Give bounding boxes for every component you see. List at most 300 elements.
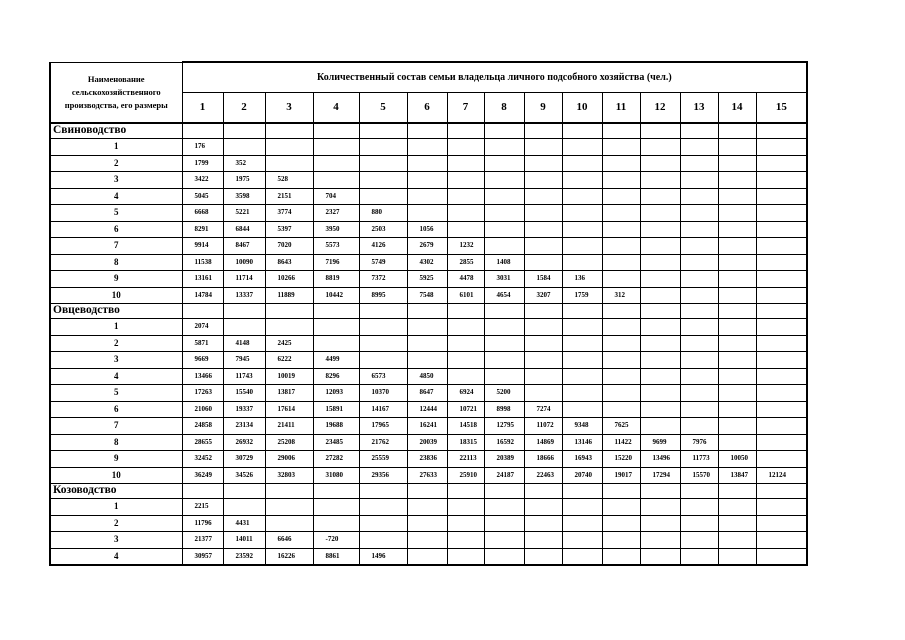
- value-cell: 19337: [223, 401, 265, 418]
- value-cell: 176: [182, 139, 223, 156]
- empty-cell: [562, 532, 602, 549]
- value-cell: 880: [359, 205, 407, 222]
- empty-cell: [484, 123, 524, 139]
- empty-cell: [602, 484, 640, 499]
- empty-cell: [718, 155, 756, 172]
- empty-cell: [718, 352, 756, 369]
- value-cell: 2425: [265, 335, 313, 352]
- empty-cell: [359, 484, 407, 499]
- empty-cell: [640, 172, 680, 189]
- empty-cell: [524, 352, 562, 369]
- empty-cell: [359, 123, 407, 139]
- empty-cell: [756, 319, 807, 336]
- size-cell: 9: [50, 271, 182, 288]
- value-cell: 7976: [680, 434, 718, 451]
- value-cell: 14784: [182, 287, 223, 304]
- value-cell: 1408: [484, 254, 524, 271]
- empty-cell: [680, 499, 718, 516]
- empty-cell: [407, 205, 447, 222]
- value-cell: 6222: [265, 352, 313, 369]
- value-cell: 8467: [223, 238, 265, 255]
- empty-cell: [756, 205, 807, 222]
- empty-cell: [602, 548, 640, 565]
- value-cell: 5221: [223, 205, 265, 222]
- value-cell: 23592: [223, 548, 265, 565]
- empty-cell: [640, 155, 680, 172]
- value-cell: 8998: [484, 401, 524, 418]
- empty-cell: [602, 238, 640, 255]
- empty-cell: [447, 304, 484, 319]
- value-cell: 528: [265, 172, 313, 189]
- empty-cell: [524, 139, 562, 156]
- empty-cell: [447, 548, 484, 565]
- value-cell: 26932: [223, 434, 265, 451]
- empty-cell: [680, 287, 718, 304]
- table-row: [50, 221, 807, 238]
- empty-cell: [718, 254, 756, 271]
- size-cell: 2: [50, 155, 182, 172]
- value-cell: 22113: [447, 451, 484, 468]
- empty-cell: [756, 188, 807, 205]
- empty-cell: [524, 155, 562, 172]
- empty-cell: [407, 515, 447, 532]
- empty-cell: [562, 221, 602, 238]
- empty-cell: [265, 319, 313, 336]
- empty-cell: [265, 515, 313, 532]
- value-cell: 15220: [602, 451, 640, 468]
- value-cell: 24858: [182, 418, 223, 435]
- empty-cell: [680, 352, 718, 369]
- empty-cell: [602, 155, 640, 172]
- empty-cell: [407, 499, 447, 516]
- empty-cell: [640, 205, 680, 222]
- empty-cell: [447, 172, 484, 189]
- value-cell: 4499: [313, 352, 359, 369]
- value-cell: 9669: [182, 352, 223, 369]
- empty-cell: [680, 172, 718, 189]
- size-cell: 6: [50, 401, 182, 418]
- empty-cell: [756, 304, 807, 319]
- empty-cell: [407, 319, 447, 336]
- empty-cell: [313, 335, 359, 352]
- empty-cell: [680, 368, 718, 385]
- empty-cell: [718, 221, 756, 238]
- empty-cell: [313, 304, 359, 319]
- value-cell: 27282: [313, 451, 359, 468]
- empty-cell: [756, 287, 807, 304]
- value-cell: 21377: [182, 532, 223, 549]
- empty-cell: [562, 155, 602, 172]
- empty-cell: [447, 532, 484, 549]
- empty-cell: [680, 515, 718, 532]
- row-header-title: Наименование сельскохозяйственного производства, его размеры: [50, 62, 182, 123]
- table-row: [50, 188, 807, 205]
- value-cell: 2151: [265, 188, 313, 205]
- empty-cell: [484, 155, 524, 172]
- value-cell: 12093: [313, 385, 359, 402]
- column-number-2: 2: [223, 93, 265, 124]
- section-row: [50, 484, 807, 499]
- empty-cell: [313, 172, 359, 189]
- value-cell: 32803: [265, 467, 313, 484]
- empty-cell: [562, 123, 602, 139]
- empty-cell: [447, 499, 484, 516]
- empty-cell: [447, 139, 484, 156]
- empty-cell: [407, 335, 447, 352]
- empty-cell: [359, 515, 407, 532]
- value-cell: 5045: [182, 188, 223, 205]
- value-cell: 4850: [407, 368, 447, 385]
- empty-cell: [602, 304, 640, 319]
- value-cell: 15570: [680, 467, 718, 484]
- size-cell: 5: [50, 205, 182, 222]
- empty-cell: [484, 368, 524, 385]
- empty-cell: [484, 221, 524, 238]
- table-row: [50, 467, 807, 484]
- empty-cell: [640, 515, 680, 532]
- empty-cell: [524, 532, 562, 549]
- empty-cell: [756, 548, 807, 565]
- empty-cell: [223, 319, 265, 336]
- empty-cell: [640, 188, 680, 205]
- empty-cell: [640, 532, 680, 549]
- table-row: [50, 548, 807, 565]
- empty-cell: [407, 352, 447, 369]
- table-row: [50, 352, 807, 369]
- empty-cell: [407, 172, 447, 189]
- empty-cell: [680, 221, 718, 238]
- empty-cell: [447, 368, 484, 385]
- empty-cell: [524, 123, 562, 139]
- value-cell: 1232: [447, 238, 484, 255]
- empty-cell: [407, 548, 447, 565]
- empty-cell: [484, 139, 524, 156]
- empty-cell: [359, 532, 407, 549]
- empty-cell: [640, 352, 680, 369]
- value-cell: 21060: [182, 401, 223, 418]
- empty-cell: [718, 188, 756, 205]
- empty-cell: [756, 238, 807, 255]
- value-cell: 136: [562, 271, 602, 288]
- empty-cell: [602, 352, 640, 369]
- value-cell: 7372: [359, 271, 407, 288]
- empty-cell: [484, 335, 524, 352]
- value-cell: 32452: [182, 451, 223, 468]
- empty-cell: [640, 418, 680, 435]
- empty-cell: [484, 304, 524, 319]
- empty-cell: [680, 304, 718, 319]
- value-cell: 9348: [562, 418, 602, 435]
- value-cell: 1056: [407, 221, 447, 238]
- empty-cell: [640, 271, 680, 288]
- value-cell: 25910: [447, 467, 484, 484]
- section-title: Овцеводство: [50, 304, 182, 319]
- value-cell: 23134: [223, 418, 265, 435]
- empty-cell: [524, 335, 562, 352]
- empty-cell: [756, 271, 807, 288]
- column-number-11: 11: [602, 93, 640, 124]
- table-row: [50, 238, 807, 255]
- value-cell: 25559: [359, 451, 407, 468]
- empty-cell: [407, 123, 447, 139]
- empty-cell: [313, 139, 359, 156]
- empty-cell: [640, 238, 680, 255]
- empty-cell: [756, 385, 807, 402]
- empty-cell: [602, 254, 640, 271]
- empty-cell: [524, 188, 562, 205]
- value-cell: 12795: [484, 418, 524, 435]
- empty-cell: [182, 484, 223, 499]
- size-cell: 7: [50, 418, 182, 435]
- empty-cell: [602, 172, 640, 189]
- value-cell: 7625: [602, 418, 640, 435]
- empty-cell: [562, 205, 602, 222]
- value-cell: 30957: [182, 548, 223, 565]
- empty-cell: [718, 515, 756, 532]
- empty-cell: [756, 418, 807, 435]
- empty-cell: [359, 188, 407, 205]
- value-cell: 8643: [265, 254, 313, 271]
- value-cell: 5573: [313, 238, 359, 255]
- value-cell: 5200: [484, 385, 524, 402]
- value-cell: 23836: [407, 451, 447, 468]
- value-cell: 4302: [407, 254, 447, 271]
- empty-cell: [756, 532, 807, 549]
- empty-cell: [718, 335, 756, 352]
- empty-cell: [680, 401, 718, 418]
- value-cell: 13847: [718, 467, 756, 484]
- column-number-3: 3: [265, 93, 313, 124]
- empty-cell: [680, 123, 718, 139]
- value-cell: 29356: [359, 467, 407, 484]
- value-cell: 18315: [447, 434, 484, 451]
- size-cell: 3: [50, 352, 182, 369]
- empty-cell: [718, 271, 756, 288]
- empty-cell: [562, 499, 602, 516]
- value-cell: 8291: [182, 221, 223, 238]
- value-cell: 12124: [756, 467, 807, 484]
- table-row: [50, 287, 807, 304]
- empty-cell: [680, 418, 718, 435]
- empty-cell: [756, 368, 807, 385]
- value-cell: 11422: [602, 434, 640, 451]
- value-cell: 1496: [359, 548, 407, 565]
- empty-cell: [562, 304, 602, 319]
- value-cell: 8861: [313, 548, 359, 565]
- empty-cell: [602, 205, 640, 222]
- value-cell: 20039: [407, 434, 447, 451]
- size-cell: 8: [50, 434, 182, 451]
- value-cell: 1799: [182, 155, 223, 172]
- value-cell: 16592: [484, 434, 524, 451]
- value-cell: 11538: [182, 254, 223, 271]
- value-cell: 14518: [447, 418, 484, 435]
- empty-cell: [359, 172, 407, 189]
- value-cell: 25208: [265, 434, 313, 451]
- value-cell: 10370: [359, 385, 407, 402]
- value-cell: 7020: [265, 238, 313, 255]
- empty-cell: [447, 221, 484, 238]
- value-cell: 2855: [447, 254, 484, 271]
- empty-cell: [524, 368, 562, 385]
- empty-cell: [524, 515, 562, 532]
- empty-cell: [265, 139, 313, 156]
- table-row: [50, 172, 807, 189]
- empty-cell: [562, 172, 602, 189]
- value-cell: 6646: [265, 532, 313, 549]
- table-row: [50, 418, 807, 435]
- value-cell: 17614: [265, 401, 313, 418]
- empty-cell: [313, 484, 359, 499]
- value-cell: 4478: [447, 271, 484, 288]
- empty-cell: [223, 499, 265, 516]
- empty-cell: [718, 123, 756, 139]
- table-row: [50, 319, 807, 336]
- empty-cell: [223, 123, 265, 139]
- value-cell: 31080: [313, 467, 359, 484]
- value-cell: 5749: [359, 254, 407, 271]
- section-title: Козоводство: [50, 484, 182, 499]
- value-cell: 23485: [313, 434, 359, 451]
- empty-cell: [562, 385, 602, 402]
- empty-cell: [602, 368, 640, 385]
- value-cell: 10050: [718, 451, 756, 468]
- empty-cell: [562, 139, 602, 156]
- value-cell: 4126: [359, 238, 407, 255]
- value-cell: 13466: [182, 368, 223, 385]
- empty-cell: [756, 254, 807, 271]
- empty-cell: [484, 188, 524, 205]
- empty-cell: [484, 499, 524, 516]
- value-cell: 3031: [484, 271, 524, 288]
- size-cell: 2: [50, 515, 182, 532]
- empty-cell: [359, 155, 407, 172]
- column-number-6: 6: [407, 93, 447, 124]
- empty-cell: [756, 172, 807, 189]
- empty-cell: [640, 123, 680, 139]
- value-cell: 1584: [524, 271, 562, 288]
- value-cell: 9699: [640, 434, 680, 451]
- empty-cell: [407, 484, 447, 499]
- empty-cell: [718, 205, 756, 222]
- column-number-15: 15: [756, 93, 807, 124]
- value-cell: 15540: [223, 385, 265, 402]
- empty-cell: [524, 205, 562, 222]
- empty-cell: [265, 499, 313, 516]
- value-cell: 8296: [313, 368, 359, 385]
- size-cell: 10: [50, 287, 182, 304]
- value-cell: 29006: [265, 451, 313, 468]
- size-cell: 5: [50, 385, 182, 402]
- empty-cell: [407, 532, 447, 549]
- value-cell: 2503: [359, 221, 407, 238]
- empty-cell: [602, 139, 640, 156]
- empty-cell: [524, 172, 562, 189]
- empty-cell: [484, 352, 524, 369]
- empty-cell: [718, 499, 756, 516]
- empty-cell: [640, 484, 680, 499]
- empty-cell: [718, 319, 756, 336]
- empty-cell: [407, 155, 447, 172]
- empty-cell: [359, 139, 407, 156]
- empty-cell: [680, 548, 718, 565]
- column-group-title: Количественный состав семьи владельца личного подсобного хозяйства (чел.): [182, 62, 807, 93]
- column-number-1: 1: [182, 93, 223, 124]
- column-number-14: 14: [718, 93, 756, 124]
- table-row: [50, 205, 807, 222]
- value-cell: 2215: [182, 499, 223, 516]
- value-cell: 6924: [447, 385, 484, 402]
- value-cell: 28655: [182, 434, 223, 451]
- value-cell: 10266: [265, 271, 313, 288]
- size-cell: 9: [50, 451, 182, 468]
- empty-cell: [524, 319, 562, 336]
- size-cell: 10: [50, 467, 182, 484]
- value-cell: 10442: [313, 287, 359, 304]
- value-cell: 3207: [524, 287, 562, 304]
- value-cell: 6668: [182, 205, 223, 222]
- value-cell: 11743: [223, 368, 265, 385]
- value-cell: 7196: [313, 254, 359, 271]
- empty-cell: [718, 401, 756, 418]
- value-cell: 6101: [447, 287, 484, 304]
- empty-cell: [524, 238, 562, 255]
- empty-cell: [640, 548, 680, 565]
- size-cell: 4: [50, 368, 182, 385]
- size-cell: 6: [50, 221, 182, 238]
- value-cell: 17294: [640, 467, 680, 484]
- empty-cell: [484, 172, 524, 189]
- table-row: [50, 401, 807, 418]
- empty-cell: [680, 205, 718, 222]
- empty-cell: [718, 368, 756, 385]
- value-cell: 13496: [640, 451, 680, 468]
- column-number-8: 8: [484, 93, 524, 124]
- empty-cell: [447, 352, 484, 369]
- empty-cell: [407, 188, 447, 205]
- empty-cell: [359, 335, 407, 352]
- empty-cell: [313, 155, 359, 172]
- empty-cell: [602, 335, 640, 352]
- value-cell: 3950: [313, 221, 359, 238]
- table-row: [50, 532, 807, 549]
- value-cell: 2327: [313, 205, 359, 222]
- value-cell: 2074: [182, 319, 223, 336]
- value-cell: 10721: [447, 401, 484, 418]
- value-cell: 1975: [223, 172, 265, 189]
- empty-cell: [562, 352, 602, 369]
- empty-cell: [265, 123, 313, 139]
- empty-cell: [756, 401, 807, 418]
- empty-cell: [562, 401, 602, 418]
- value-cell: 11796: [182, 515, 223, 532]
- empty-cell: [640, 499, 680, 516]
- value-cell: 10019: [265, 368, 313, 385]
- empty-cell: [640, 139, 680, 156]
- empty-cell: [680, 188, 718, 205]
- size-cell: 4: [50, 548, 182, 565]
- value-cell: 11714: [223, 271, 265, 288]
- empty-cell: [484, 548, 524, 565]
- column-number-5: 5: [359, 93, 407, 124]
- value-cell: 24187: [484, 467, 524, 484]
- size-cell: 1: [50, 139, 182, 156]
- empty-cell: [407, 304, 447, 319]
- empty-cell: [680, 254, 718, 271]
- value-cell: 11889: [265, 287, 313, 304]
- value-cell: 22463: [524, 467, 562, 484]
- empty-cell: [756, 499, 807, 516]
